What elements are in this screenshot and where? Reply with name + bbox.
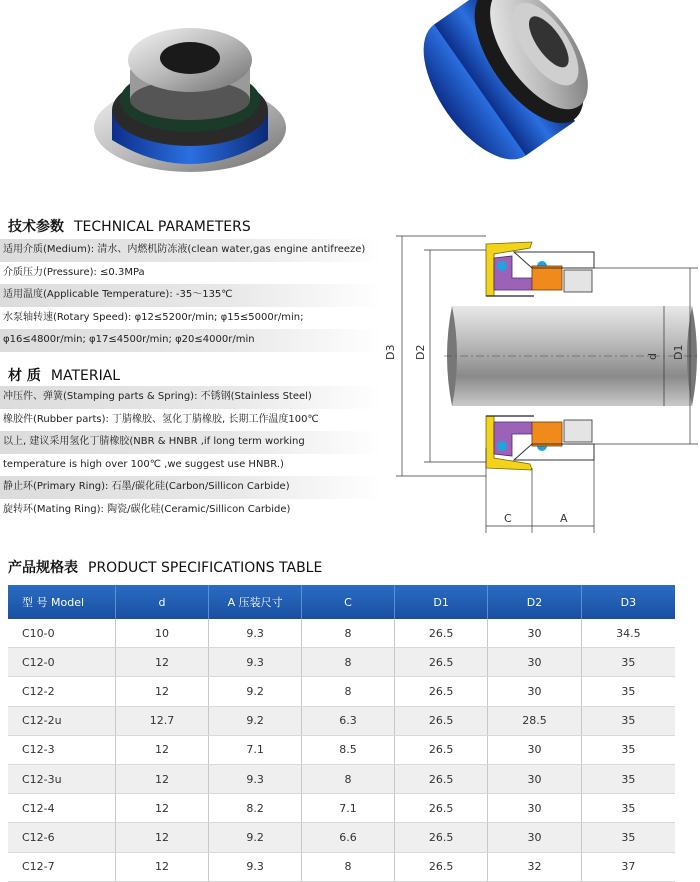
cell-d: 12 (115, 823, 208, 852)
cell-c: 7.1 (302, 794, 395, 823)
cell-d3: 35 (581, 794, 675, 823)
cell-d3: 34.5 (581, 619, 675, 648)
seal-photo-side (401, 0, 612, 178)
material-row-mating-ring: 旋转环(Mating Ring): 陶瓷/碳化硅(Ceramic/Sillicon Carbide) (0, 499, 382, 522)
cell-a: 9.3 (209, 619, 302, 648)
param-row-speed: 水泵轴转速(Rotary Speed): φ12≤5200r/min; φ15≤5000r/min; (0, 307, 382, 330)
cell-model: C12-7 (8, 852, 115, 881)
cell-d: 12 (115, 794, 208, 823)
col-header-c: C (302, 585, 395, 619)
cell-d1: 26.5 (394, 677, 487, 706)
cell-d1: 26.5 (394, 735, 487, 764)
cell-d2: 30 (488, 677, 581, 706)
cell-d3: 35 (581, 648, 675, 677)
cell-d1: 26.5 (394, 706, 487, 735)
material-title (8, 365, 120, 385)
seal-section-top (486, 242, 594, 296)
param-row-speed-cont: φ16≤4800r/min; φ17≤4500r/min; φ20≤4000r/min (0, 329, 382, 352)
material-row-rubber-note: temperature is high over 100℃ ,we suggest use HNBR.) (0, 454, 382, 477)
material-row-rubber: 橡胶件(Rubber parts): 丁腈橡胶、氢化丁腈橡胶, 长期工作温度100℃ (0, 409, 382, 432)
material-title-en: MATERIAL (50, 368, 121, 384)
cell-d1: 26.5 (394, 794, 487, 823)
col-header-d2: D2 (488, 585, 581, 619)
spec-table-title-en: PRODUCT SPECIFICATIONS TABLE (88, 560, 323, 576)
cell-model: C12-3 (8, 735, 115, 764)
seal-section-bottom (486, 416, 594, 470)
cell-d3: 35 (581, 823, 675, 852)
cell-a: 9.3 (209, 648, 302, 677)
table-row (8, 648, 675, 677)
material-row-stamping: 冲压件、弹簧(Stamping parts & Spring): 不锈钢(Stainless Steel) (0, 386, 382, 409)
col-header-d: d (115, 585, 208, 619)
table-row (8, 823, 675, 852)
cell-d: 12 (115, 648, 208, 677)
cell-d3: 37 (581, 852, 675, 881)
col-header-model: 型 号 Model (8, 585, 115, 619)
cell-d1: 26.5 (394, 764, 487, 793)
cell-model: C12-0 (8, 648, 115, 677)
cell-model: C12-2u (8, 706, 115, 735)
material-row-rubber-cont: 以上, 建议采用氢化丁腈橡胶(NBR & HNBR ,if long term working (0, 431, 382, 454)
seal-photo-front (94, 28, 286, 172)
cell-model: C12-4 (8, 794, 115, 823)
label-d1: D1 (672, 344, 685, 360)
cell-d2: 30 (488, 764, 581, 793)
cell-d2: 30 (488, 735, 581, 764)
col-header-d1: D1 (394, 585, 487, 619)
cell-d1: 26.5 (394, 648, 487, 677)
product-photos (0, 0, 700, 200)
seal-cross-section-diagram (382, 228, 700, 540)
material-title-cn: 材 质 (8, 368, 41, 384)
cell-d: 12 (115, 735, 208, 764)
param-row-temperature: 适用温度(Applicable Temperature): -35～135℃ (0, 284, 382, 307)
cell-c: 6.3 (302, 706, 395, 735)
cell-c: 6.6 (302, 823, 395, 852)
material-row-primary-ring: 静止环(Primary Ring): 石墨/碳化硅(Carbon/Sillicon Carbide) (0, 476, 382, 499)
cell-a: 9.2 (209, 677, 302, 706)
tech-params-title-cn: 技术参数 (8, 219, 64, 235)
cell-d: 12 (115, 677, 208, 706)
cell-a: 9.3 (209, 852, 302, 881)
table-row (8, 706, 675, 735)
spec-table-title (8, 557, 322, 577)
table-row (8, 852, 675, 881)
cell-a: 9.3 (209, 764, 302, 793)
label-c: C (504, 512, 512, 525)
table-row (8, 677, 675, 706)
table-row (8, 764, 675, 793)
cell-d1: 26.5 (394, 852, 487, 881)
cell-model: C12-3u (8, 764, 115, 793)
cell-d: 12 (115, 852, 208, 881)
col-header-d3: D3 (581, 585, 675, 619)
cell-c: 8 (302, 648, 395, 677)
table-row (8, 735, 675, 764)
cell-c: 8 (302, 764, 395, 793)
cell-d2: 32 (488, 852, 581, 881)
cell-c: 8 (302, 852, 395, 881)
cell-a: 9.2 (209, 823, 302, 852)
cell-c: 8.5 (302, 735, 395, 764)
cell-d3: 35 (581, 677, 675, 706)
label-d2: D2 (414, 344, 427, 360)
tech-params-list (0, 239, 382, 352)
cell-d2: 30 (488, 619, 581, 648)
cell-d2: 28.5 (488, 706, 581, 735)
cell-c: 8 (302, 619, 395, 648)
cell-d3: 35 (581, 764, 675, 793)
material-list (0, 386, 382, 521)
tech-params-title (8, 216, 251, 236)
cell-a: 7.1 (209, 735, 302, 764)
table-row (8, 619, 675, 648)
label-d: d (646, 353, 659, 360)
cell-d: 12.7 (115, 706, 208, 735)
cell-model: C12-2 (8, 677, 115, 706)
tech-params-title-en: TECHNICAL PARAMETERS (74, 219, 251, 235)
cell-d: 10 (115, 619, 208, 648)
param-row-pressure: 介质压力(Pressure): ≤0.3MPa (0, 262, 382, 285)
cell-model: C12-6 (8, 823, 115, 852)
cell-model: C10-0 (8, 619, 115, 648)
cell-d3: 35 (581, 706, 675, 735)
param-row-medium: 适用介质(Medium): 清水、内燃机防冻液(clean water,gas engine antifreeze) (0, 239, 382, 262)
cell-d1: 26.5 (394, 823, 487, 852)
spec-table-header (8, 585, 675, 619)
spec-table (8, 585, 675, 882)
cell-d1: 26.5 (394, 619, 487, 648)
cell-d2: 30 (488, 794, 581, 823)
cell-a: 9.2 (209, 706, 302, 735)
cell-d3: 35 (581, 735, 675, 764)
col-header-a: A 压装尺寸 (209, 585, 302, 619)
cell-d: 12 (115, 764, 208, 793)
spec-table-title-cn: 产品规格表 (8, 560, 78, 576)
cell-d2: 30 (488, 648, 581, 677)
cell-d2: 30 (488, 823, 581, 852)
label-d3: D3 (384, 344, 397, 360)
cell-a: 8.2 (209, 794, 302, 823)
label-a: A (560, 512, 568, 525)
cell-c: 8 (302, 677, 395, 706)
table-row (8, 794, 675, 823)
